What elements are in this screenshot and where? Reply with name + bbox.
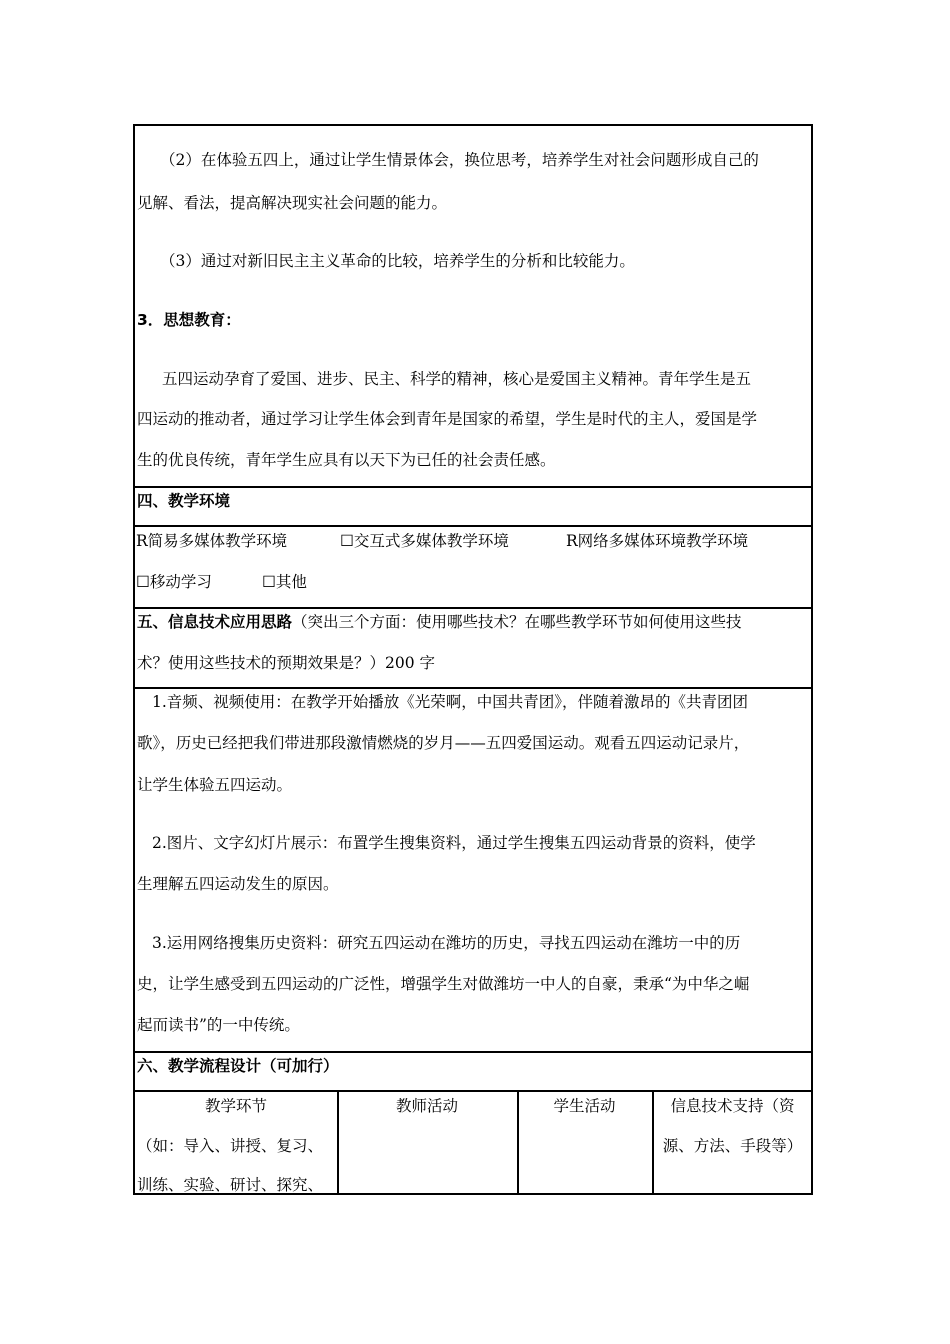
tech-paragraph-3-line3: 起而读书”的一中传统。 bbox=[137, 1016, 300, 1034]
moral-education-heading: 3．思想教育： bbox=[137, 311, 241, 329]
column-header-it-support: 信息技术支持（资 bbox=[670, 1097, 795, 1115]
tech-paragraph-1-line1: 1.音频、视频使用：在教学开始播放《光荣啊，中国共青团》，伴随着激昂的《共青团团 bbox=[152, 693, 749, 711]
env-option-interactive-multimedia[interactable]: ☐交互式多媒体教学环境 bbox=[340, 532, 509, 550]
objective-item-2-line1: （2）在体验五四上，通过让学生情景体会，换位思考，培养学生对社会问题形成自己的 bbox=[160, 151, 759, 169]
tech-paragraph-2-line1: 2.图片、文字幻灯片展示：布置学生搜集资料，通过学生搜集五四运动背景的资料，使学 bbox=[152, 834, 756, 852]
section5-note-line2: 术？使用这些技术的预期效果是？）200 字 bbox=[137, 654, 436, 672]
row-divider bbox=[135, 486, 811, 488]
moral-education-line3: 生的优良传统，青年学生应具有以天下为已任的社会责任感。 bbox=[137, 451, 556, 469]
env-option-mobile-learning[interactable]: ☐移动学习 bbox=[136, 573, 212, 591]
env-option-network-multimedia[interactable]: R网络多媒体环境教学环境 bbox=[566, 532, 749, 550]
objective-item-2-line2: 见解、看法，提高解决现实社会问题的能力。 bbox=[137, 194, 448, 212]
tech-paragraph-3-line1: 3.运用网络搜集历史资料：研究五四运动在潍坊的历史，寻找五四运动在潍坊一中的历 bbox=[152, 934, 741, 952]
section5-heading: 五、信息技术应用思路 bbox=[137, 613, 293, 631]
env-option-other[interactable]: ☐其他 bbox=[262, 573, 307, 591]
section6-heading: 六、教学流程设计（可加行） bbox=[137, 1057, 339, 1075]
objective-item-3: （3）通过对新旧民主主义革命的比较，培养学生的分析和比较能力。 bbox=[160, 252, 635, 270]
column-header-student-activity: 学生活动 bbox=[553, 1097, 616, 1115]
tech-paragraph-1-line3: 让学生体验五四运动。 bbox=[137, 776, 293, 794]
tech-paragraph-3-line2: 史，让学生感受到五四运动的广泛性，增强学生对做潍坊一中人的自豪，秉承“为中华之崛 bbox=[137, 975, 750, 993]
section5-heading-line1 bbox=[137, 612, 742, 632]
column-header-teaching-stage-note1: （如：导入、讲授、复习、 bbox=[137, 1137, 324, 1155]
row-divider bbox=[135, 1090, 811, 1092]
env-option-simple-multimedia[interactable]: R简易多媒体教学环境 bbox=[136, 532, 288, 550]
tech-paragraph-1-line2: 歌》，历史已经把我们带进那段激情燃烧的岁月——五四爱国运动。观看五四运动记录片， bbox=[137, 734, 750, 752]
section4-heading: 四、教学环境 bbox=[137, 492, 231, 510]
column-header-it-support-note: 源、方法、手段等） bbox=[662, 1137, 803, 1155]
column-header-teaching-stage: 教学环节 bbox=[204, 1097, 267, 1115]
section5-note-line1: （突出三个方面：使用哪些技术？在哪些教学环节如何使用这些技 bbox=[292, 613, 742, 631]
moral-education-line1: 五四运动孕育了爱国、进步、民主、科学的精神，核心是爱国主义精神。青年学生是五 bbox=[162, 370, 752, 388]
column-header-teaching-stage-note2: 训练、实验、研讨、探究、 bbox=[137, 1176, 324, 1194]
row-divider bbox=[135, 525, 811, 527]
row-divider bbox=[135, 1051, 811, 1053]
column-header-teacher-activity: 教师活动 bbox=[395, 1097, 458, 1115]
row-divider bbox=[135, 607, 811, 609]
tech-paragraph-2-line2: 生理解五四运动发生的原因。 bbox=[137, 875, 339, 893]
moral-education-line2: 四运动的推动者，通过学习让学生体会到青年是国家的希望，学生是时代的主人，爱国是学 bbox=[137, 410, 758, 428]
row-divider bbox=[135, 687, 811, 689]
